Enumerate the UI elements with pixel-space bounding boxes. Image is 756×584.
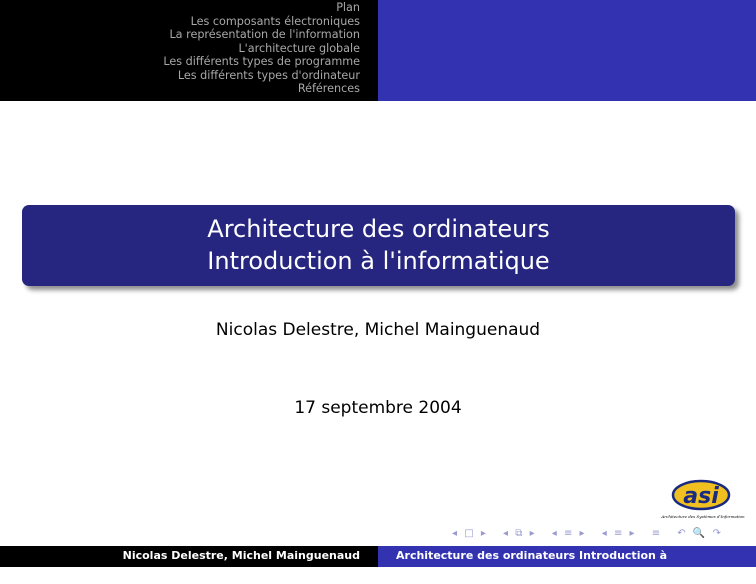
beamer-navigation-symbols [452, 528, 733, 539]
date: 17 septembre 2004 [294, 398, 462, 418]
nav-item-references[interactable]: Références [297, 82, 360, 95]
asi-logo [661, 478, 745, 520]
search-back-forward-icon[interactable]: ↶ 🔍 ↷ [677, 528, 723, 539]
section-nav-button[interactable]: ◂ ≡ ▸ [551, 528, 587, 539]
document-nav-icon[interactable]: ≡ [651, 528, 663, 539]
frame-nav-button[interactable]: ◂ □ ▸ [452, 528, 488, 539]
nav-item-programmes[interactable]: Les différents types de programme [163, 55, 360, 68]
svg-text:Architecture des Systèmes d'In: Architecture des Systèmes d'Information [661, 514, 745, 519]
nav-item-representation[interactable]: La représentation de l'information [169, 28, 360, 41]
nav-item-ordinateurs[interactable]: Les différents types d'ordinateur [177, 68, 360, 82]
nav-item-plan[interactable]: Plan [336, 1, 360, 14]
svg-text:asi: asi [683, 484, 719, 509]
title-line-1: Architecture des ordinateurs [207, 215, 550, 243]
subsection-nav-button[interactable]: ◂ ⧉ ▸ [503, 528, 537, 539]
title-box [22, 205, 735, 286]
footer-title: Architecture des ordinateurs Introduction à l'informatique [378, 546, 756, 567]
nav-item-architecture[interactable]: L'architecture globale [238, 41, 360, 55]
footer-authors: Nicolas Delestre, Michel Mainguenaud [0, 546, 378, 567]
authors: Nicolas Delestre, Michel Mainguenaud [215, 320, 541, 340]
section-navigation [163, 1, 360, 96]
nav-item-composants[interactable]: Les composants électroniques [190, 14, 360, 28]
title-line-2: Introduction à l'informatique [207, 247, 550, 275]
header-right [378, 0, 756, 101]
part-nav-button[interactable]: ◂ ≡ ▸ [601, 528, 637, 539]
